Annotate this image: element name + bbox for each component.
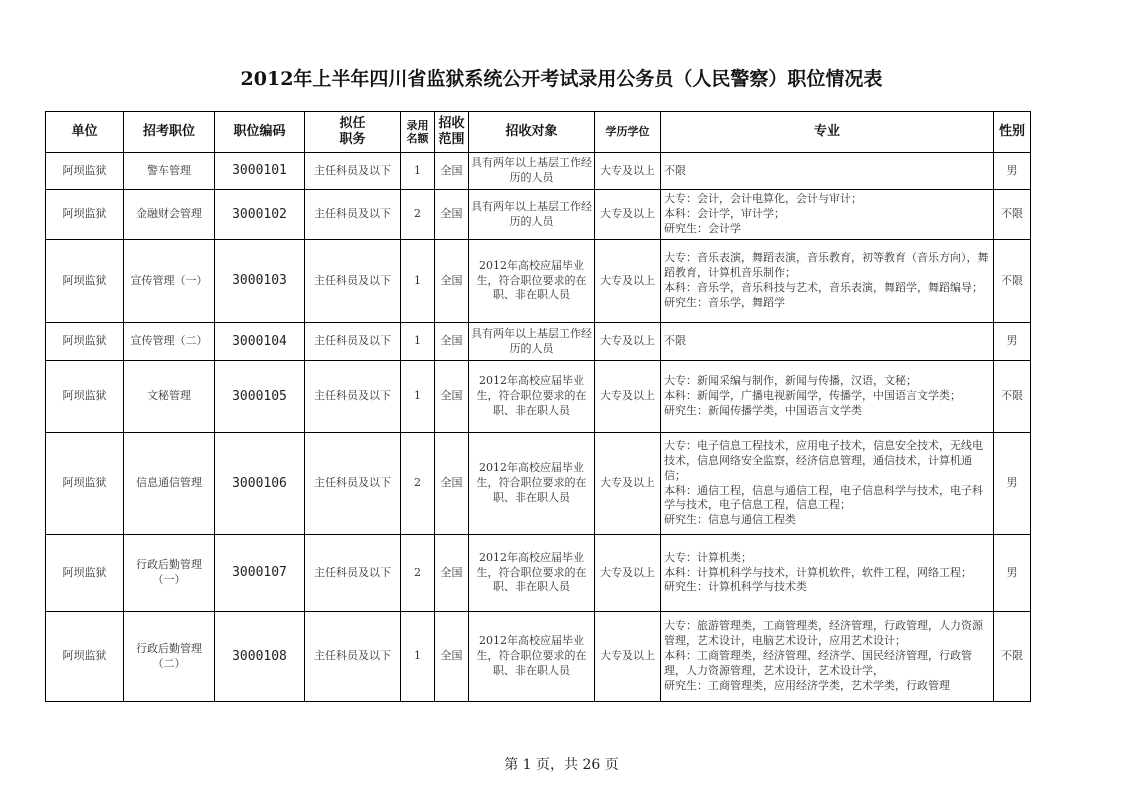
cell-major	[661, 153, 994, 190]
table-row	[46, 323, 1031, 361]
cell-major	[661, 361, 994, 433]
cell-major	[661, 535, 994, 612]
cell-scope: 全国	[435, 535, 469, 612]
cell-quota: 1	[401, 361, 435, 433]
cell-code: 3000107	[215, 535, 305, 612]
cell-major	[661, 240, 994, 323]
cell-code: 3000101	[215, 153, 305, 190]
major-line: 大专：会计，会计电算化，会计与审计；	[664, 192, 862, 206]
cell-major	[661, 190, 994, 240]
cell-gender: 男	[994, 323, 1031, 361]
cell-major	[661, 433, 994, 535]
table-header-row	[46, 112, 1031, 153]
header-position: 招考职位	[124, 112, 215, 153]
cell-position: 宣传管理（一）	[124, 240, 215, 323]
cell-unit: 阿坝监狱	[46, 323, 124, 361]
cell-duty: 主任科员及以下	[305, 323, 401, 361]
cell-duty: 主任科员及以下	[305, 535, 401, 612]
cell-quota: 2	[401, 433, 435, 535]
cell-scope: 全国	[435, 361, 469, 433]
header-major: 专业	[661, 112, 994, 153]
major-line: 研究生：工商管理类，应用经济学类，艺术学类，行政管理	[664, 678, 950, 692]
header-duty: 拟任 职务	[305, 112, 401, 153]
cell-gender: 男	[994, 433, 1031, 535]
cell-code: 3000102	[215, 190, 305, 240]
cell-education: 大专及以上	[595, 323, 661, 361]
positions-table	[45, 111, 1031, 702]
cell-position: 宣传管理（二）	[124, 323, 215, 361]
cell-major	[661, 323, 994, 361]
cell-duty: 主任科员及以下	[305, 240, 401, 323]
cell-target: 2012年高校应届毕业生，符合职位要求的在职、非在职人员	[469, 361, 595, 433]
major-line: 大专：旅游管理类，工商管理类，经济管理，行政管理，人力资源管理，艺术设计，电脑艺术设计，应用艺术设计；	[664, 619, 983, 648]
cell-scope: 全国	[435, 612, 469, 702]
major-line: 本科：通信工程，信息与通信工程，电子信息科学与技术，电子科学与技术，电子信息工程，信息工程；	[664, 483, 983, 512]
cell-quota: 1	[401, 153, 435, 190]
cell-scope: 全国	[435, 190, 469, 240]
cell-scope: 全国	[435, 240, 469, 323]
cell-gender: 不限	[994, 240, 1031, 323]
cell-quota: 2	[401, 535, 435, 612]
cell-gender: 男	[994, 153, 1031, 190]
header-code: 职位编码	[215, 112, 305, 153]
cell-unit: 阿坝监狱	[46, 361, 124, 433]
header-education: 学历学位	[595, 112, 661, 153]
cell-target: 2012年高校应届毕业生，符合职位要求的在职、非在职人员	[469, 240, 595, 323]
major-line: 本科：会计学，审计学；	[664, 207, 785, 221]
cell-education: 大专及以上	[595, 433, 661, 535]
cell-position: 行政后勤管理（一）	[124, 535, 215, 612]
cell-position: 警车管理	[124, 153, 215, 190]
major-line: 本科：新闻学，广播电视新闻学，传播学，中国语言文学类；	[664, 389, 961, 403]
cell-gender: 不限	[994, 190, 1031, 240]
cell-code: 3000108	[215, 612, 305, 702]
table-row	[46, 153, 1031, 190]
table-row	[46, 190, 1031, 240]
cell-scope: 全国	[435, 153, 469, 190]
cell-target: 2012年高校应届毕业生，符合职位要求的在职、非在职人员	[469, 612, 595, 702]
cell-gender: 不限	[994, 361, 1031, 433]
cell-unit: 阿坝监狱	[46, 153, 124, 190]
cell-quota: 1	[401, 612, 435, 702]
major-line: 不限	[664, 334, 686, 348]
cell-education: 大专及以上	[595, 612, 661, 702]
major-line: 本科：工商管理类，经济管理、经济学、国民经济管理，行政管理，人力资源管理，艺术设计，艺术设计学，	[664, 649, 972, 677]
cell-position: 行政后勤管理（二）	[124, 612, 215, 702]
cell-code: 3000105	[215, 361, 305, 433]
cell-unit: 阿坝监狱	[46, 535, 124, 612]
header-unit: 单位	[46, 112, 124, 153]
cell-duty: 主任科员及以下	[305, 612, 401, 702]
header-quota: 录用 名额	[401, 112, 435, 153]
cell-target: 具有两年以上基层工作经历的人员	[469, 190, 595, 240]
table-row	[46, 612, 1031, 702]
table-row	[46, 535, 1031, 612]
cell-unit: 阿坝监狱	[46, 433, 124, 535]
header-target: 招收对象	[469, 112, 595, 153]
cell-code: 3000104	[215, 323, 305, 361]
header-gender: 性别	[994, 112, 1031, 153]
cell-scope: 全国	[435, 433, 469, 535]
major-line: 大专：电子信息工程技术，应用电子技术，信息安全技术，无线电技术，信息网络安全监察，经济信息管理，通信技术，计算机通信；	[664, 438, 983, 482]
cell-duty: 主任科员及以下	[305, 190, 401, 240]
major-line: 大专：新闻采编与制作，新闻与传播，汉语，文秘；	[664, 374, 917, 388]
cell-gender: 不限	[994, 612, 1031, 702]
cell-position: 文秘管理	[124, 361, 215, 433]
major-line: 研究生：音乐学，舞蹈学	[664, 295, 785, 309]
page-footer: 第 1 页，共 26 页	[504, 757, 619, 773]
page-title: 2012年上半年四川省监狱系统公开考试录用公务员（人民警察）职位情况表	[240, 68, 883, 90]
major-line: 大专：音乐表演，舞蹈表演，音乐教育，初等教育（音乐方向），舞蹈教育，计算机音乐制作；	[664, 251, 989, 280]
major-line: 研究生：信息与通信工程类	[664, 513, 796, 527]
cell-education: 大专及以上	[595, 361, 661, 433]
cell-major	[661, 612, 994, 702]
header-scope: 招收 范围	[435, 112, 469, 153]
major-line: 研究生：会计学	[664, 221, 741, 235]
cell-target: 2012年高校应届毕业生，符合职位要求的在职、非在职人员	[469, 433, 595, 535]
cell-target: 2012年高校应届毕业生，符合职位要求的在职、非在职人员	[469, 535, 595, 612]
table-row	[46, 433, 1031, 535]
cell-unit: 阿坝监狱	[46, 240, 124, 323]
cell-quota: 2	[401, 190, 435, 240]
table-row	[46, 240, 1031, 323]
cell-education: 大专及以上	[595, 190, 661, 240]
cell-code: 3000103	[215, 240, 305, 323]
cell-unit: 阿坝监狱	[46, 612, 124, 702]
cell-education: 大专及以上	[595, 153, 661, 190]
cell-education: 大专及以上	[595, 240, 661, 323]
major-line: 研究生：新闻传播学类，中国语言文学类	[664, 403, 862, 417]
major-line: 大专：计算机类；	[664, 550, 752, 564]
major-line: 本科：计算机科学与技术，计算机软件，软件工程，网络工程；	[664, 565, 972, 579]
major-line: 研究生：计算机科学与技术类	[664, 580, 807, 594]
table-row	[46, 361, 1031, 433]
cell-duty: 主任科员及以下	[305, 433, 401, 535]
major-line: 本科：音乐学，音乐科技与艺术，音乐表演，舞蹈学，舞蹈编导；	[664, 281, 983, 294]
cell-education: 大专及以上	[595, 535, 661, 612]
cell-unit: 阿坝监狱	[46, 190, 124, 240]
cell-quota: 1	[401, 323, 435, 361]
major-line: 不限	[664, 163, 686, 177]
cell-position: 金融财会管理	[124, 190, 215, 240]
cell-position: 信息通信管理	[124, 433, 215, 535]
cell-duty: 主任科员及以下	[305, 153, 401, 190]
cell-code: 3000106	[215, 433, 305, 535]
cell-target: 具有两年以上基层工作经历的人员	[469, 153, 595, 190]
cell-gender: 男	[994, 535, 1031, 612]
cell-duty: 主任科员及以下	[305, 361, 401, 433]
cell-target: 具有两年以上基层工作经历的人员	[469, 323, 595, 361]
cell-scope: 全国	[435, 323, 469, 361]
cell-quota: 1	[401, 240, 435, 323]
